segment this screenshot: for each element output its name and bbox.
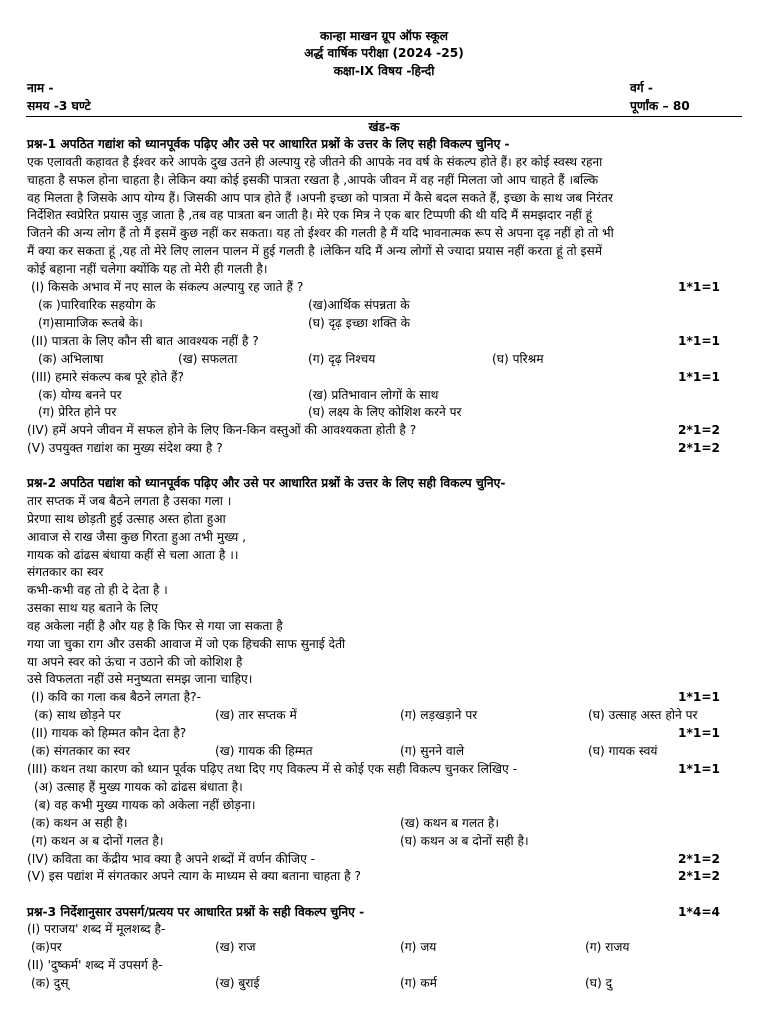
q2-marks-5: 2*1=2 (678, 869, 721, 883)
q2-marks-1: 1*1=1 (678, 690, 721, 704)
q1-passage-line: एक एलावती कहावत है ईश्वर करे आपके दुख उतने ही अल्पायु रहे जीतने की आपके नव वर्ष के संकल्प होते हैं। हर कोई स्वस्थ रहना (27, 155, 603, 169)
q2-poem-line: आवाज से राख जैसा कुछ गिरता हुआ तभी मुख्य , (27, 530, 247, 544)
q1-passage-line: चाहता है सफल होना चाहता है। लेकिन क्या कोई इसकी पात्रता रखता है ,आपके जीवन में वह नहीं मिलता जो आप चाहते हैं ।बल्कि (27, 173, 599, 187)
q2-question-3: (III) कथन तथा कारण को ध्यान पूर्वक पढ़िए तथा दिए गए विकल्प में से कोई एक सही विकल्प चुनकर लिखिए - (27, 762, 517, 776)
q1-2-option-a: (क) अभिलाषा (38, 352, 104, 366)
school-name: कान्हा माखन ग्रूप ऑफ स्कूल (320, 29, 448, 43)
q2-heading: प्रश्न-2 अपठित पद्यांश को ध्यानपूर्वक पढ़िए और उसे पर आधारित प्रश्नों के उत्तर के लिए सही विकल्प चुनिए- (27, 476, 506, 490)
q2-1-option-b: (ख) तार सप्तक में (215, 708, 297, 722)
q2-1-option-d: (घ) उत्साह अस्त होने पर (588, 708, 698, 722)
q3-2-option-a: (क) दुस् (31, 976, 69, 990)
q1-question-1: (I) किसके अभाव में नए साल के संकल्प अल्पायु रह जाते हैं ? (31, 280, 304, 294)
q1-1-option-a: (क )पारिवारिक सहयोग के (38, 298, 156, 312)
section-label: वर्ग - (630, 81, 653, 95)
q3-2-option-c: (ग) कर्म (400, 976, 437, 990)
q2-1-option-c: (ग) लड़खड़ाने पर (400, 708, 478, 722)
q3-heading: प्रश्न-3 निर्देशानुसार उपसर्ग/प्रत्यय पर आधारित प्रश्नों के सही विकल्प चुनिए - (27, 905, 365, 919)
q1-2-option-b: (ख) सफलता (178, 352, 238, 366)
q1-heading: प्रश्न-1 अपठित गद्यांश को ध्यानपूर्वक पढ़िए और उसे पर आधारित प्रश्नों के उत्तर के लिए सही विकल्प चुनिए - (27, 137, 510, 151)
q1-marks-5: 2*1=2 (678, 441, 721, 455)
q2-question-2: (II) गायक को हिम्मत कौन देता है? (31, 726, 187, 740)
q1-2-option-c: (ग) दृढ़ निश्चय (308, 352, 376, 366)
q2-1-option-a: (क) साथ छोड़ने पर (34, 708, 121, 722)
section-heading: खंड-क (368, 120, 400, 134)
q2-poem-line: उसका साथ यह बताने के लिए (27, 601, 158, 615)
q2-3-statement-b: (ब) वह कभी मुख्य गायक को अकेला नहीं छोड़ना। (34, 798, 256, 812)
q2-3-option-d: (घ) कथन अ ब दोनों सही है। (400, 834, 529, 848)
q1-3-option-d: (घ) लक्ष्य के लिए कोशिश करने पर (308, 405, 462, 419)
q3-2-option-b: (ख) बुराई (215, 976, 260, 990)
header-divider (26, 116, 742, 117)
q1-3-option-c: (ग) प्रेरित होने पर (38, 405, 117, 419)
q3-1-option-c: (ग) जय (400, 940, 437, 954)
q2-3-statement-a: (अ) उत्साह हैं मुख्य गायक को ढांढस बंधाता है। (34, 780, 243, 794)
q2-marks-4: 2*1=2 (678, 852, 721, 866)
q2-question-4: (IV) कविता का केंद्रीय भाव क्या है अपने शब्दों में वर्णन कीजिए - (27, 852, 316, 866)
q1-2-option-d: (घ) परिश्रम (492, 352, 544, 366)
q1-question-4: (IV) हमें अपने जीवन में सफल होने के लिए किन-किन वस्तुओं की आवश्यकता होती है ? (27, 423, 417, 437)
q1-1-option-c: (ग)सामाजिक रूतबे के। (38, 316, 143, 330)
q2-2-option-d: (घ) गायक स्वयं (588, 744, 658, 758)
q3-1-option-d: (ग) राजय (585, 940, 630, 954)
q1-passage-line: मैं क्या कर सकता हूं ,यह तो मेरे लिए लालन पालन में हुई गलती है ।लेकिन यदि मैं अन्य लोगों से ज्यादा प्रयास नहीं करता हूं तो इसमें (27, 244, 603, 258)
q1-passage-line: वह मिलता है जिसके आप योग्य हैं। जिसकी आप पात्र होते हैं ।अपनी इच्छा को पात्रता में कैसे बदल सकते हैं, इच्छा के साथ जब निरंतर (27, 191, 613, 205)
q2-poem-line: गया जा चुका राग और उसकी आवाज में जो एक हिचकी साफ सुनाई देती (27, 637, 346, 651)
q2-3-option-b: (ख) कथन ब गलत है। (400, 816, 500, 830)
q1-question-3: (III) हमारे संकल्प कब पूरे होते हैं? (31, 370, 184, 384)
q1-passage-line: कोई बहाना नहीं चलेगा क्योंकि यह तो मेरी ही गलती है। (27, 262, 268, 276)
q2-poem-line: संगतकार का स्वर (27, 565, 104, 579)
q1-passage-line: निर्देशित स्वप्रेरित प्रयास जुड़ जाता है ,तब वह पात्रता बन जाती है। मेरे एक मित्र ने एक बार टिप्पणी की थी यदि मैं समझदार नहीं हूं (27, 208, 593, 222)
q2-poem-line: उसे विफलता नहीं उसे मनुष्यता समझ जाना चाहिए। (27, 672, 253, 686)
q1-3-option-b: (ख) प्रतिभावान लोगों के साथ (308, 388, 439, 402)
q2-poem-line: तार सप्तक में जब बैठने लगता है उसका गला । (27, 494, 232, 508)
class-subject: कक्षा-IX विषय -हिन्दी (333, 64, 435, 78)
q2-poem-line: कभी-कभी वह तो ही दे देता है । (27, 583, 168, 597)
q2-poem-line: गायक को ढांढस बंधाया कहीं से चला आता है ।। (27, 548, 239, 562)
q2-question-5: (V) इस पद्यांश में संगतकार अपने त्याग के माध्यम से क्या बताना चाहता है ? (27, 869, 361, 883)
q1-marks-3: 1*1=1 (678, 370, 721, 384)
q2-poem-line: प्रेरणा साथ छोड़ती हुई उत्साह अस्त होता हुआ (27, 512, 226, 526)
q2-2-option-c: (ग) सुनने वाले (400, 744, 465, 758)
q2-marks-2: 1*1=1 (678, 726, 721, 740)
q1-1-option-d: (घ) दृढ़ इच्छा शक्ति के (308, 316, 410, 330)
name-label: नाम - (27, 81, 54, 95)
q1-1-option-b: (ख)आर्थिक संपन्नता के (308, 298, 410, 312)
q3-1-option-a: (क)पर (31, 940, 62, 954)
q2-marks-3: 1*1=1 (678, 762, 721, 776)
q1-marks-1: 1*1=1 (678, 280, 721, 294)
q1-passage-line: जितने की अन्य लोग हैं तो मैं इसमें कुछ नहीं कर सकता। यह तो ईश्वर की गलती है मैं यदि भावनात्मक रूप से अपना दृढ़ नहीं हो तो भी (27, 226, 614, 240)
q2-question-1: (I) कवि का गला कब बैठने लगता है?- (31, 690, 202, 704)
q3-question-1: (I) पराजय' शब्द में मूलशब्द है- (27, 922, 166, 936)
q3-marks: 1*4=4 (678, 905, 721, 919)
q2-2-option-a: (क) संगतकार का स्वर (31, 744, 131, 758)
q1-3-option-a: (क) योग्य बनने पर (38, 388, 122, 402)
q3-1-option-b: (ख) राज (215, 940, 256, 954)
exam-title: अर्द्ध वार्षिक परीक्षा (2024 -25) (304, 46, 464, 60)
q2-2-option-b: (ख) गायक की हिम्मत (215, 744, 313, 758)
q3-question-2: (II) 'दुष्कर्म' शब्द में उपसर्ग है- (27, 958, 163, 972)
q3-2-option-d: (घ) दु (585, 976, 613, 990)
q1-marks-2: 1*1=1 (678, 334, 721, 348)
max-marks-label: पूर्णांक – 80 (630, 99, 690, 113)
q1-question-2: (II) पात्रता के लिए कौन सी बात आवश्यक नहीं है ? (31, 334, 259, 348)
q2-3-option-c: (ग) कथन अ ब दोनों गलत है। (31, 834, 164, 848)
q2-poem-line: वह अकेला नहीं है और यह है कि फिर से गया जा सकता है (27, 619, 283, 633)
q1-marks-4: 2*1=2 (678, 423, 721, 437)
q2-poem-line: या अपने स्वर को ऊंचा न उठाने की जो कोशिश है (27, 655, 243, 669)
q1-question-5: (V) उपयुक्त गद्यांश का मुख्य संदेश क्या है ? (27, 441, 223, 455)
q2-3-option-a: (क) कथन अ सही है। (31, 816, 128, 830)
time-label: समय -3 घण्टे (27, 99, 91, 113)
